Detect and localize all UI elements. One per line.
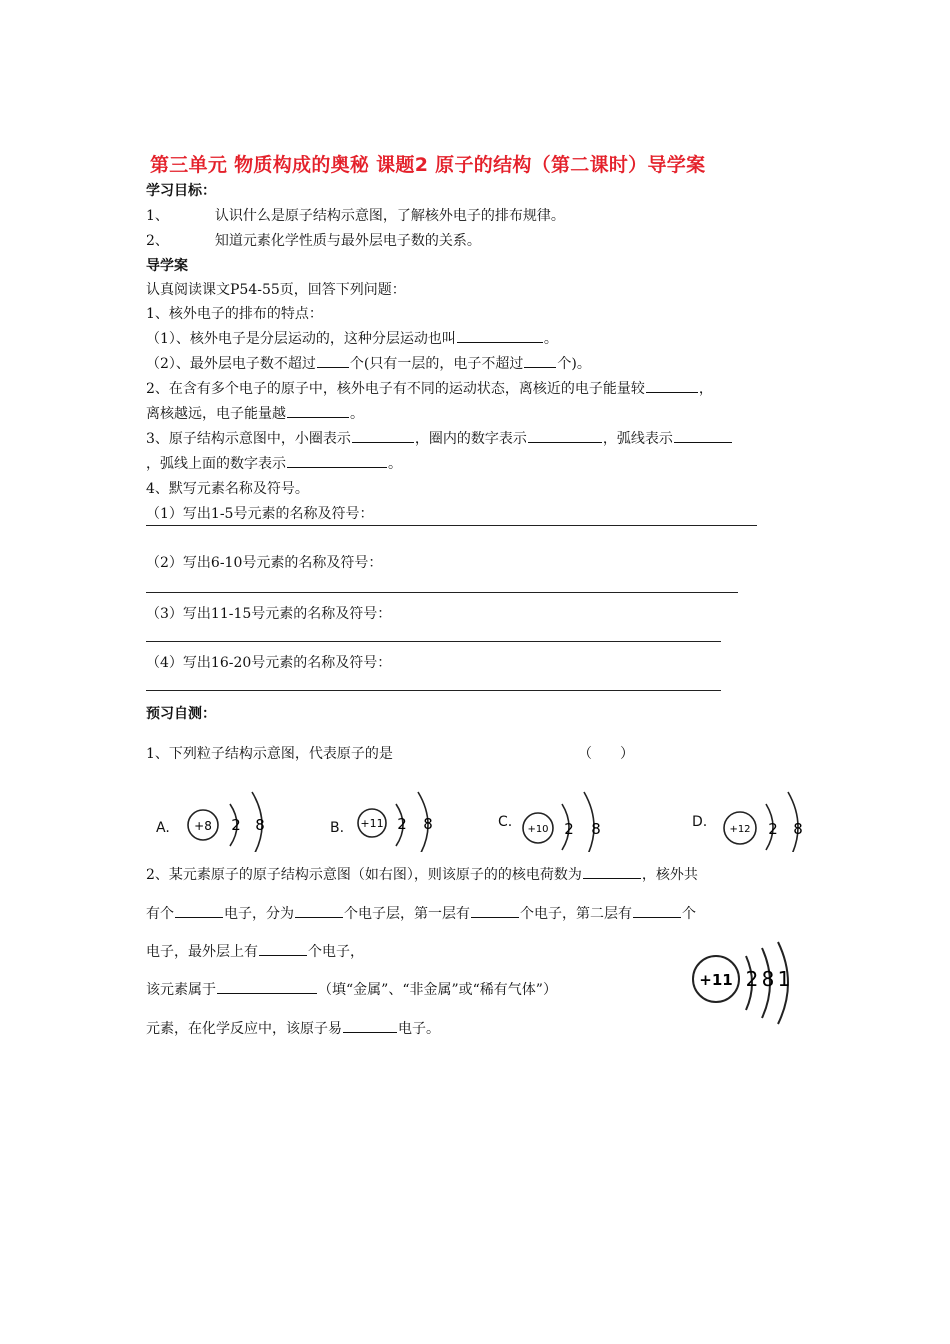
q4-item-1: （1）写出1-5号元素的名称及符号： (146, 506, 374, 522)
svg-text:8: 8 (591, 820, 601, 838)
answer-line[interactable] (146, 525, 757, 526)
option-b[interactable]: B. +11 2 8 (328, 780, 468, 852)
option-d[interactable]: D. +12 2 8 (690, 780, 830, 852)
svg-text:+11: +11 (360, 817, 384, 830)
answer-line[interactable] (146, 592, 738, 593)
answer-parentheses[interactable]: （ ） (578, 746, 634, 762)
answer-blank[interactable] (524, 353, 556, 368)
answer-line[interactable] (146, 690, 721, 691)
atom-diagram-c (510, 780, 640, 852)
selftest-question-1: 1、下列粒子结构示意图，代表原子的是 (146, 746, 393, 762)
svg-text:2: 2 (564, 820, 574, 838)
atom-diagram-b (338, 780, 468, 852)
answer-blank[interactable] (457, 328, 543, 343)
svg-text:2: 2 (768, 820, 778, 838)
q4-item-4: （4）写出16-20号元素的名称及符号： (146, 655, 392, 671)
svg-text:8: 8 (423, 815, 433, 833)
answer-blank[interactable] (287, 453, 387, 468)
svg-text:+12: +12 (729, 824, 751, 835)
atom-diagram-a (164, 780, 294, 852)
svg-text:2: 2 (397, 815, 407, 833)
answer-blank[interactable] (175, 903, 223, 918)
goal-item-2: 2、 知道元素化学性质与最外层电子数的关系。 (146, 233, 481, 249)
q2-line-5: 元素，在化学反应中，该原子易 电子。 (146, 1018, 440, 1038)
guide-intro: 认真阅读课文P54-55页，回答下列问题： (146, 282, 406, 298)
answer-blank[interactable] (217, 979, 317, 994)
answer-blank[interactable] (471, 903, 519, 918)
q2-line-1: 2、某元素原子的原子结构示意图（如右图），则该原子的的核电荷数为 ，核外共 (146, 864, 698, 884)
svg-text:+8: +8 (194, 819, 212, 833)
q4-item-2: （2）写出6-10号元素的名称及符号： (146, 555, 383, 571)
answer-blank[interactable] (295, 903, 343, 918)
atom-diagram-sodium (686, 938, 806, 1028)
svg-text:2: 2 (745, 967, 759, 991)
q4-item-3: （3）写出11-15号元素的名称及符号： (146, 606, 392, 622)
atom-diagram-d (704, 780, 834, 852)
svg-text:+10: +10 (527, 824, 549, 835)
answer-blank[interactable] (317, 353, 349, 368)
answer-blank[interactable] (646, 378, 698, 393)
svg-text:8: 8 (761, 967, 775, 991)
question-2a: 2、在含有多个电子的原子中，核外电子有不同的运动状态，离核近的电子能量较 ， (146, 378, 713, 398)
question-4: 4、默写元素名称及符号。 (146, 481, 309, 497)
answer-blank[interactable] (343, 1018, 397, 1033)
svg-text:1: 1 (777, 967, 791, 991)
q2-line-2: 有个 电子，分为 个电子层，第一层有 个电子，第二层有 个 (146, 903, 696, 923)
answer-blank[interactable] (352, 428, 414, 443)
answer-blank[interactable] (528, 428, 602, 443)
question-1a: （1）、核外电子是分层运动的，这种分层运动也叫 。 (146, 328, 558, 348)
svg-text:8: 8 (793, 820, 803, 838)
selftest-heading: 预习自测： (146, 706, 216, 722)
svg-text:+11: +11 (699, 971, 733, 989)
goals-heading: 学习目标： (146, 183, 216, 199)
page-title: 第三单元 物质构成的奥秘 课题2 原子的结构（第二课时）导学案 (150, 154, 706, 176)
answer-line[interactable] (146, 641, 721, 642)
answer-blank[interactable] (259, 941, 307, 956)
q2-line-4: 该元素属于 （填“金属”、“非金属”或“稀有气体”） (146, 979, 557, 999)
q2-line-3: 电子，最外层上有 个电子， (146, 941, 364, 961)
svg-text:2: 2 (231, 816, 241, 834)
question-3a: 3、原子结构示意图中，小圈表示 ，圈内的数字表示 ，弧线表示 (146, 428, 733, 448)
goal-item-1: 1、 认识什么是原子结构示意图，了解核外电子的排布规律。 (146, 208, 565, 224)
option-c[interactable]: C. +10 2 8 (496, 780, 636, 852)
question-2b: 离核越远，电子能量越 。 (146, 403, 364, 423)
question-1: 1、核外电子的排布的特点： (146, 306, 323, 322)
answer-blank[interactable] (287, 403, 349, 418)
answer-blank[interactable] (633, 903, 681, 918)
option-a[interactable]: A. +8 2 8 (154, 780, 294, 852)
answer-blank[interactable] (583, 864, 641, 879)
question-1b: （2）、最外层电子数不超过 个(只有一层的，电子不超过 个)。 (146, 353, 591, 373)
svg-text:8: 8 (255, 816, 265, 834)
guide-heading: 导学案 (146, 258, 188, 274)
answer-blank[interactable] (674, 428, 732, 443)
question-3b: ，弧线上面的数字表示 。 (146, 453, 402, 473)
